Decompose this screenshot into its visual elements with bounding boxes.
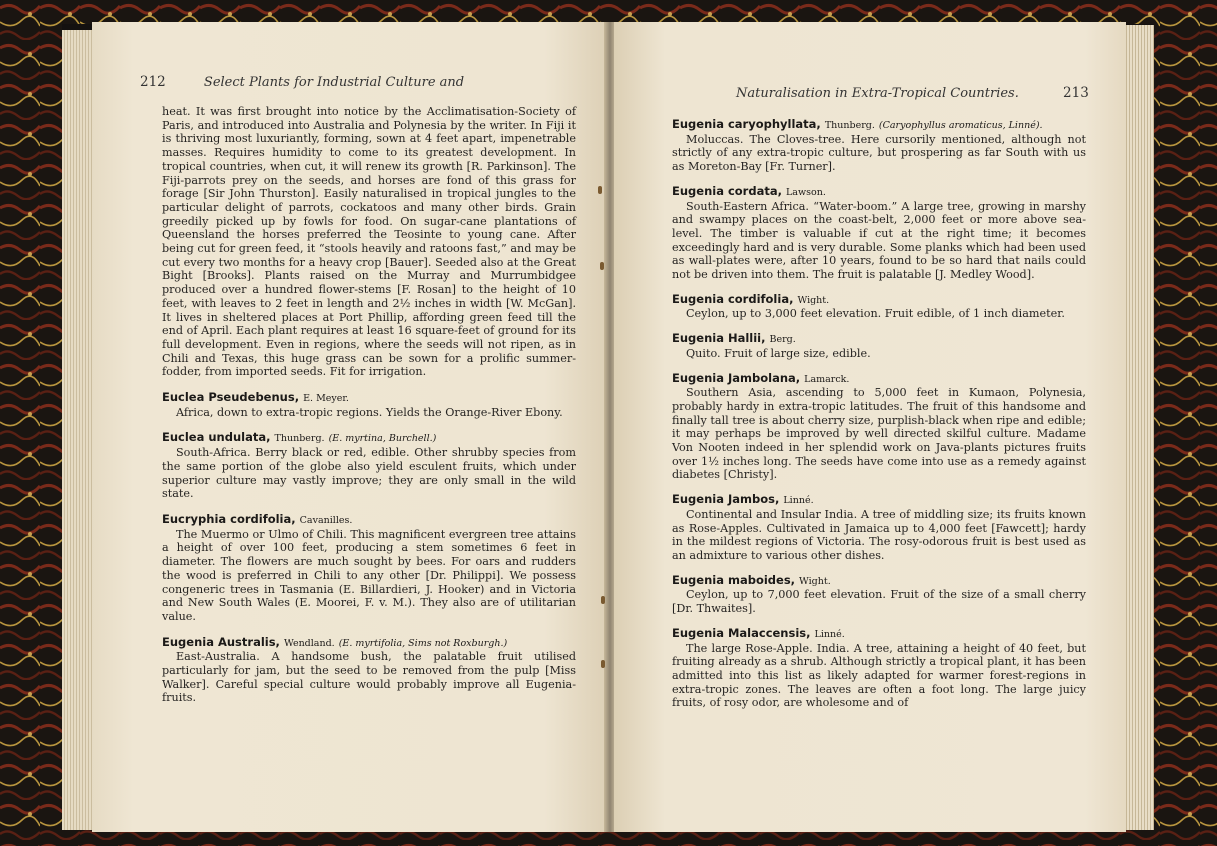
species-entry — [162, 636, 576, 706]
right-text-block — [672, 118, 1086, 710]
species-description: Ceylon, up to 7,000 feet elevation. Fruit of the size of a small cherry [Dr. Thwaites]. — [672, 588, 1086, 616]
species-entry — [672, 372, 1086, 483]
species-name: Eugenia cordata, — [672, 183, 782, 198]
species-entry — [672, 293, 1086, 321]
species-authority: E. Meyer. — [303, 393, 349, 405]
species-entry — [162, 513, 576, 624]
left-running-head — [140, 74, 464, 90]
species-heading — [672, 332, 1086, 347]
species-heading — [672, 118, 1086, 133]
gutter-thread-mark — [601, 596, 605, 604]
species-heading — [672, 372, 1086, 387]
species-name: Eugenia Jambolana, — [672, 370, 801, 385]
species-synonym: (E. myrtina, Burchell.) — [328, 433, 437, 445]
species-authority: Lawson. — [786, 186, 826, 198]
species-description: The large Rose-Apple. India. A tree, attaining a height of 40 feet, but fruiting already as a shrub. Although strictly a tropical plant, it has been admitted into this list as likely adapted for warmer forest-regions in extra-tropic zones. The leaves are often a foot long. The large juicy fruits, of rosy odor, are wholesome and of — [672, 641, 1086, 710]
species-heading — [162, 513, 576, 528]
right-page-number: 213 — [1063, 85, 1089, 101]
species-name: Eugenia Hallii, — [672, 331, 766, 346]
species-entry — [672, 118, 1086, 174]
species-heading — [162, 391, 576, 406]
species-name: Euclea Pseudebenus, — [162, 390, 300, 405]
species-name: Eugenia Malaccensis, — [672, 625, 811, 640]
species-entry — [162, 391, 576, 419]
page-edges-right — [1124, 25, 1154, 830]
species-description: South-Eastern Africa. “Water-boom.” A large tree, growing in marshy and swampy places on the coast-belt, 2,000 feet or more above sea-level. The timber is valuable if cut at the right time; it becomes exceedingly hard and is very durable. Some planks which had been used as wall-plates were, after 10 years, found to be so hard that nails could not be driven into them. The fruit is palatable [J. Medley Wood]. — [672, 199, 1086, 282]
species-authority: Wight. — [797, 294, 830, 306]
species-entry — [672, 574, 1086, 616]
right-running-head — [736, 85, 1089, 101]
species-heading — [162, 431, 576, 446]
gutter-thread-mark — [598, 186, 602, 194]
species-authority: Linné. — [814, 628, 845, 640]
species-authority: Lamarck. — [804, 373, 850, 385]
species-authority: Cavanilles. — [299, 514, 353, 526]
species-heading — [672, 185, 1086, 200]
species-synonym: (E. myrtifolia, Sims not Roxburgh.) — [338, 637, 508, 649]
species-description: Continental and Insular India. A tree of middling size; its fruits known as Rose-Apples. Cultivated in Jamaica up to 4,000 feet [Fawcett]; hardy in the mildest regions of Victoria. The rosy-odorous fruit is best used as an admixture to various other dishes. — [672, 507, 1086, 562]
left-page-number: 212 — [140, 74, 166, 90]
left-page — [92, 22, 606, 832]
species-description: South-Africa. Berry black or red, edible. Other shrubby species from the same portion of the globe also yield esculent fruits, which under superior culture may vastly improve; they are only small in the wild state. — [162, 446, 576, 501]
species-entry — [672, 493, 1086, 563]
species-entry — [672, 627, 1086, 710]
species-name: Eucryphia cordifolia, — [162, 511, 296, 526]
right-page — [614, 22, 1126, 832]
species-heading — [672, 493, 1086, 508]
species-description: Moluccas. The Cloves-tree. Here cursorily mentioned, although not strictly of any extra-tropic culture, but prospering as far South with us as Moreton-Bay [Fr. Turner]. — [672, 132, 1086, 174]
species-entry — [672, 185, 1086, 282]
species-description: East-Australia. A handsome bush, the palatable fruit utilised particularly for jam, but the seed to be removed from the pulp [Miss Walker]. Careful special culture would probably improve all Eugenia-fruits. — [162, 650, 576, 705]
species-entry — [672, 332, 1086, 360]
species-name: Eugenia maboides, — [672, 572, 796, 587]
species-name: Eugenia Australis, — [162, 634, 280, 649]
species-name: Eugenia Jambos, — [672, 492, 780, 507]
species-authority: Thunberg. — [824, 120, 875, 131]
species-description: The Muermo or Ulmo of Chili. This magnificent evergreen tree attains a height of over 100 feet, producing a stem sometimes 6 feet in diameter. The flowers are much sought by bees. For oars and rudders the wood is preferred in Chili to any other [Dr. Philippi]. We possess congeneric trees in Tasmania (E. Billardieri, J. Hooker) and in Victoria and New South Wales (E. Moorei, F. v. M.). They also are of utilitarian value. — [162, 527, 576, 623]
species-name: Euclea undulata, — [162, 430, 271, 445]
species-heading — [162, 636, 576, 651]
species-entry — [162, 431, 576, 501]
species-heading — [672, 293, 1086, 308]
species-authority: Wendland. — [283, 637, 335, 649]
left-header-title: Select Plants for Industrial Culture and — [203, 75, 465, 90]
species-authority: Wight. — [799, 575, 831, 587]
gutter-thread-mark — [601, 660, 605, 668]
species-authority: Berg. — [769, 334, 796, 346]
species-name: Eugenia caryophyllata, — [672, 117, 821, 131]
left-entries — [162, 391, 576, 705]
species-heading — [672, 627, 1086, 642]
species-name: Eugenia cordifolia, — [672, 291, 794, 306]
gutter-thread-mark — [600, 262, 604, 270]
species-heading — [672, 574, 1086, 589]
right-header-title: Naturalisation in Extra-Tropical Countries. — [736, 86, 1019, 101]
species-description: Quito. Fruit of large size, edible. — [686, 346, 871, 360]
species-description: Southern Asia, ascending to 5,000 feet in Kumaon, Polynesia, probably hardy in extra-tropic latitudes. The fruit of this handsome and finally tall tree is about cherry size, purplish-black when ripe and edible; it may perhaps be improved by well directed skilful culture. Madame Von Nooten indeed in her splendid work on Java-plants pictures fruits over 1½ inches long. The seeds have come into use as a remedy against diabetes [Christy]. — [672, 386, 1086, 482]
right-entries — [672, 118, 1086, 710]
left-text-block — [162, 105, 576, 705]
species-description: Africa, down to extra-tropic regions. Yields the Orange-River Ebony. — [176, 405, 563, 419]
page-edges-left — [62, 30, 94, 830]
species-authority: Thunberg. — [274, 433, 325, 445]
species-description: Ceylon, up to 3,000 feet elevation. Fruit edible, of 1 inch diameter. — [686, 307, 1065, 321]
continuation-paragraph: heat. It was first brought into notice by the Acclimatisation-Society of Paris, and introduced into Australia and Polynesia by the writer. In Fiji it is thriving most luxuriantly, forming, sown at 4 feet apart, impenetrable masses. Requires humidity to come to its greatest development. In tropical countries, when cut, it will renew its growth [R. Parkinson]. The Fiji-parrots prey on the seeds, and horses are fond of this grass for forage [Sir John Thurston]. Easily naturalised in tropical jungles to the particular delight of parrots, cockatoos and many other birds. Grain greedily picked up by fowls for food. On sugar-cane plantations of Queensland the horses preferred the Teosinte to young cane. After being cut for green feed, it “stools heavily and ratoons fast,” and may be cut every two months for a heavy crop [Bauer]. Seeded also at the Great Bight [Brooks]. Plants raised on the Murray and Murrumbidgee produced over a hundred flower-stems [F. Rosan] to the height of 10 feet, with leaves to 2 feet in length and 2½ inches in width [W. McGan]. It lives in sheltered places at Port Phillip, affording green feed till the end of April. Each plant requires at least 16 square-feet of ground for its full development. Even in regions, where the seeds will not ripen, as in Chili and Texas, this huge grass can be sown for a prolific summer-fodder, from imported seeds. Fit for irrigation. — [162, 105, 576, 379]
species-authority: Linné. — [783, 495, 814, 507]
species-synonym: (Caryophyllus aromaticus, Linné). — [878, 120, 1043, 131]
